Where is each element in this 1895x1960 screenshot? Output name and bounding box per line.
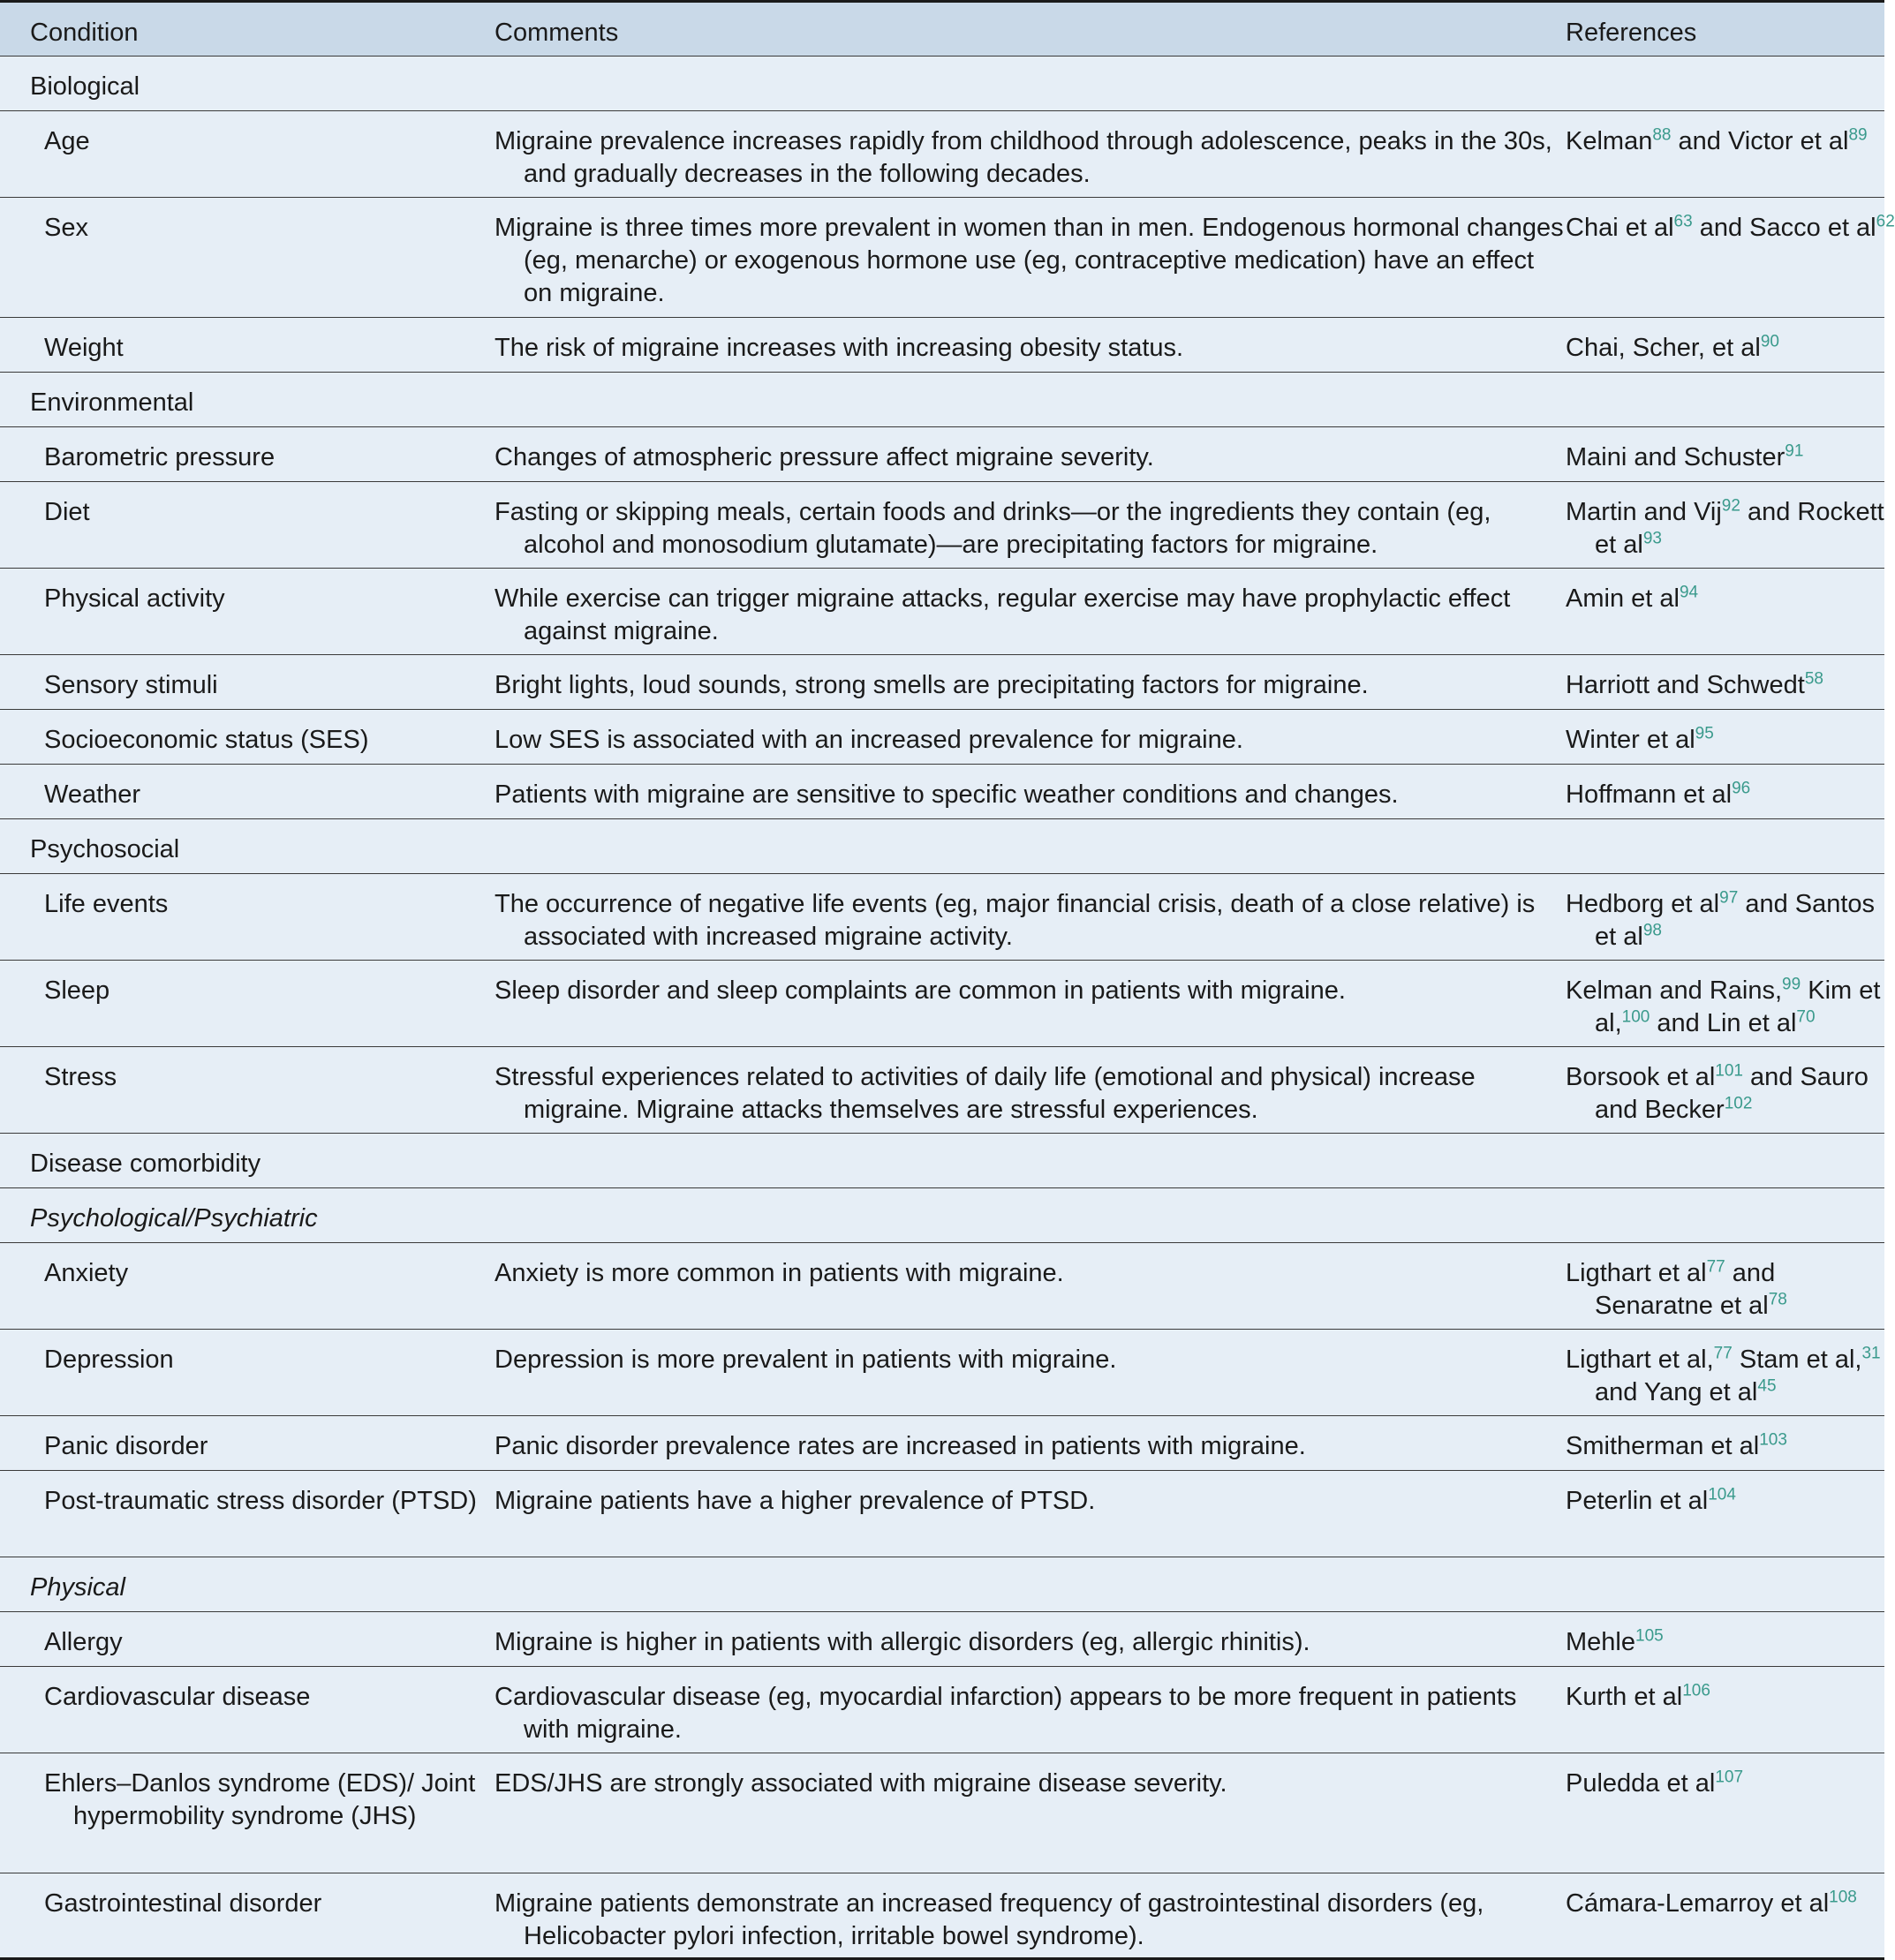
comments-cell: Migraine is higher in patients with allergic disorders (eg, allergic rhinitis). (495, 1628, 1310, 1656)
comments-cell: Migraine is three times more prevalent in women than in men. Endogenous hormonal changes (eg, menarche) or exogenous hormone use (eg, contraceptive medication) have an effect on migraine. (495, 214, 1564, 307)
table-row (0, 1873, 1884, 1960)
section-row (0, 1134, 1884, 1188)
subsection-label: Psychological/Psychiatric (30, 1204, 318, 1233)
comments-cell: Cardiovascular disease (eg, myocardial infarction) appears to be more frequent in patients with migraine. (495, 1683, 1517, 1744)
table-row (0, 961, 1884, 1047)
reference-number: 107 (1715, 1768, 1744, 1787)
reference-number: 70 (1796, 1007, 1816, 1027)
table-row (0, 482, 1884, 569)
reference-number: 105 (1635, 1626, 1664, 1646)
comments-cell: The risk of migraine increases with increasing obesity status. (495, 334, 1184, 362)
condition-cell: Barometric pressure (44, 443, 276, 471)
condition-cell: Gastrointestinal disorder (44, 1889, 322, 1918)
comments-cell: Migraine patients demonstrate an increased frequency of gastrointestinal disorders (eg, Helicobacter pylori infection, irritable bowel syndrome). (495, 1889, 1484, 1950)
reference-number: 108 (1829, 1888, 1857, 1907)
reference-number: 77 (1706, 1257, 1725, 1277)
condition-cell: Anxiety (44, 1259, 129, 1287)
reference-text: and Yang et al (1595, 1378, 1758, 1406)
comments-cell: Sleep disorder and sleep complaints are common in patients with migraine. (495, 976, 1346, 1005)
references-cell (1566, 1626, 1895, 1659)
header-comments: Comments (495, 19, 619, 47)
reference-number: 91 (1785, 441, 1804, 461)
condition-cell: Age (44, 127, 90, 155)
section-row (0, 819, 1884, 874)
references-cell (1566, 669, 1895, 702)
references-cell (1566, 1768, 1895, 1800)
comments-cell: The occurrence of negative life events (eg, major financial crisis, death of a close relative) is associated with increased migraine activity. (495, 890, 1536, 951)
reference-number: 97 (1719, 888, 1739, 908)
reference-number: 90 (1760, 332, 1779, 351)
references-cell (1566, 724, 1895, 757)
reference-number: 93 (1642, 529, 1662, 548)
reference-number: 101 (1715, 1061, 1743, 1081)
table-row (0, 569, 1884, 655)
reference-number: 106 (1682, 1681, 1710, 1700)
references-cell (1566, 332, 1895, 365)
reference-text: Chai et al (1566, 214, 1674, 242)
table-row (0, 111, 1884, 198)
table-row (0, 710, 1884, 765)
comments-cell: Bright lights, loud sounds, strong smells are precipitating factors for migraine. (495, 671, 1369, 699)
references-cell (1566, 1430, 1895, 1463)
table-header-row (0, 0, 1884, 57)
references-cell (1566, 1061, 1895, 1127)
header-condition: Condition (30, 19, 139, 47)
condition-cell: Ehlers–Danlos syndrome (EDS)/ Joint hypermobility syndrome (JHS) (44, 1769, 476, 1830)
reference-number: 102 (1724, 1094, 1753, 1113)
reference-text: Borsook et al (1566, 1063, 1716, 1091)
references-cell (1566, 1681, 1895, 1714)
reference-text: Kurth et al (1566, 1683, 1683, 1711)
reference-number: 96 (1732, 779, 1751, 798)
condition-cell: Weight (44, 334, 124, 362)
subsection-label: Physical (30, 1573, 125, 1602)
condition-cell: Stress (44, 1063, 117, 1091)
references-cell (1566, 496, 1895, 562)
reference-text: Ligthart et al, (1566, 1346, 1714, 1374)
condition-cell: Post-traumatic stress disorder (PTSD) (44, 1487, 477, 1515)
reference-number: 63 (1673, 212, 1693, 231)
condition-cell: Socioeconomic status (SES) (44, 726, 369, 754)
section-label: Biological (30, 72, 140, 101)
reference-text: Kelman (1566, 127, 1653, 155)
condition-cell: Sleep (44, 976, 110, 1005)
reference-number: 104 (1708, 1485, 1736, 1504)
reference-number: 99 (1782, 975, 1801, 994)
section-label: Psychosocial (30, 835, 180, 863)
comments-cell: Patients with migraine are sensitive to specific weather conditions and changes. (495, 780, 1399, 809)
reference-text: Ligthart et al (1566, 1259, 1707, 1287)
comments-cell: Panic disorder prevalence rates are increased in patients with migraine. (495, 1432, 1306, 1460)
references-cell (1566, 779, 1895, 811)
reference-text: and Victor et al (1671, 127, 1849, 155)
table-row (0, 1753, 1884, 1873)
comments-cell: While exercise can trigger migraine attacks, regular exercise may have prophylactic effect against migraine. (495, 584, 1511, 645)
table-row (0, 427, 1884, 482)
reference-text: Hoffmann et al (1566, 780, 1733, 809)
condition-cell: Physical activity (44, 584, 225, 613)
condition-cell: Sex (44, 214, 88, 242)
condition-cell: Diet (44, 498, 90, 526)
section-row (0, 57, 1884, 111)
reference-number: 103 (1759, 1430, 1787, 1450)
reference-text: Hedborg et al (1566, 890, 1720, 918)
reference-number: 77 (1713, 1344, 1733, 1363)
table-row (0, 1667, 1884, 1753)
references-cell (1566, 441, 1895, 474)
reference-text: Stam et al, (1732, 1346, 1862, 1374)
reference-text: and Sauro and Becker (1595, 1063, 1869, 1124)
reference-number: 94 (1679, 583, 1699, 602)
reference-text: Harriott and Schwedt (1566, 671, 1805, 699)
table-row (0, 765, 1884, 819)
reference-number: 89 (1848, 125, 1868, 145)
reference-text: Kim et al, (1595, 976, 1881, 1037)
references-cell (1566, 125, 1895, 158)
references-cell (1566, 583, 1895, 615)
references-cell (1566, 888, 1895, 954)
references-cell (1566, 1257, 1895, 1323)
condition-cell: Sensory stimuli (44, 671, 218, 699)
references-cell (1566, 975, 1895, 1040)
reference-number: 92 (1721, 496, 1740, 516)
comments-cell: Changes of atmospheric pressure affect migraine severity. (495, 443, 1154, 471)
condition-cell: Life events (44, 890, 169, 918)
subsection-row (0, 1557, 1884, 1612)
reference-number: 95 (1695, 724, 1714, 743)
reference-text: Smitherman et al (1566, 1432, 1760, 1460)
subsection-row (0, 1188, 1884, 1243)
comments-cell: Fasting or skipping meals, certain foods and drinks—or the ingredients they contain (eg, alcohol and monosodium glutamate)—are precipitating factors for migraine. (495, 498, 1491, 559)
reference-text: Cámara-Lemarroy et al (1566, 1889, 1830, 1918)
condition-cell: Depression (44, 1346, 174, 1374)
comments-cell: Stressful experiences related to activities of daily life (emotional and physical) increase migraine. Migraine attacks themselves are stressful experiences. (495, 1063, 1476, 1124)
reference-text: Martin and Vij (1566, 498, 1722, 526)
references-cell (1566, 1344, 1895, 1409)
references-cell (1566, 1888, 1895, 1920)
table-row (0, 1047, 1884, 1134)
reference-number: 88 (1652, 125, 1672, 145)
condition-cell: Allergy (44, 1628, 123, 1656)
table-row (0, 874, 1884, 961)
reference-text: and Senaratne et al (1595, 1259, 1776, 1320)
reference-text: Peterlin et al (1566, 1487, 1709, 1515)
reference-number: 78 (1768, 1290, 1787, 1309)
reference-text: Mehle (1566, 1628, 1635, 1656)
reference-number: 62 (1876, 212, 1895, 231)
comments-cell: Migraine prevalence increases rapidly from childhood through adolescence, peaks in the 30s, and gradually decreases in the following decades. (495, 127, 1552, 188)
comments-cell: Migraine patients have a higher prevalence of PTSD. (495, 1487, 1096, 1515)
table-row (0, 1243, 1884, 1330)
comments-cell: Depression is more prevalent in patients with migraine. (495, 1346, 1117, 1374)
section-row (0, 373, 1884, 427)
table-row (0, 198, 1895, 318)
header-references: References (1566, 19, 1697, 47)
reference-text: and Rockett et al (1595, 498, 1884, 559)
reference-text: and Sacco et al (1692, 214, 1876, 242)
section-label: Disease comorbidity (30, 1150, 261, 1178)
table-row (0, 1330, 1884, 1416)
reference-number: 98 (1642, 921, 1662, 940)
reference-number: 100 (1621, 1007, 1650, 1027)
reference-text: Kelman and Rains, (1566, 976, 1783, 1005)
reference-text: Puledda et al (1566, 1769, 1716, 1798)
references-cell (1566, 212, 1895, 245)
reference-number: 31 (1861, 1344, 1881, 1363)
references-cell (1566, 1485, 1895, 1518)
section-label: Environmental (30, 388, 194, 417)
condition-cell: Weather (44, 780, 141, 809)
condition-cell: Cardiovascular disease (44, 1683, 311, 1711)
reference-text: Amin et al (1566, 584, 1680, 613)
reference-text: Maini and Schuster (1566, 443, 1786, 471)
table-row (0, 655, 1884, 710)
table-row (0, 1416, 1884, 1471)
table-row (0, 1471, 1884, 1557)
comments-cell: Low SES is associated with an increased prevalence for migraine. (495, 726, 1243, 754)
comments-cell: Anxiety is more common in patients with migraine. (495, 1259, 1064, 1287)
reference-text: and Lin et al (1650, 1009, 1797, 1037)
table-row (0, 318, 1884, 373)
table-row (0, 1612, 1884, 1667)
reference-text: and Santos et al (1595, 890, 1876, 951)
comments-cell: EDS/JHS are strongly associated with migraine disease severity. (495, 1769, 1227, 1798)
reference-number: 45 (1757, 1376, 1777, 1396)
reference-number: 58 (1804, 669, 1823, 689)
condition-cell: Panic disorder (44, 1432, 208, 1460)
reference-text: Chai, Scher, et al (1566, 334, 1761, 362)
reference-text: Winter et al (1566, 726, 1695, 754)
